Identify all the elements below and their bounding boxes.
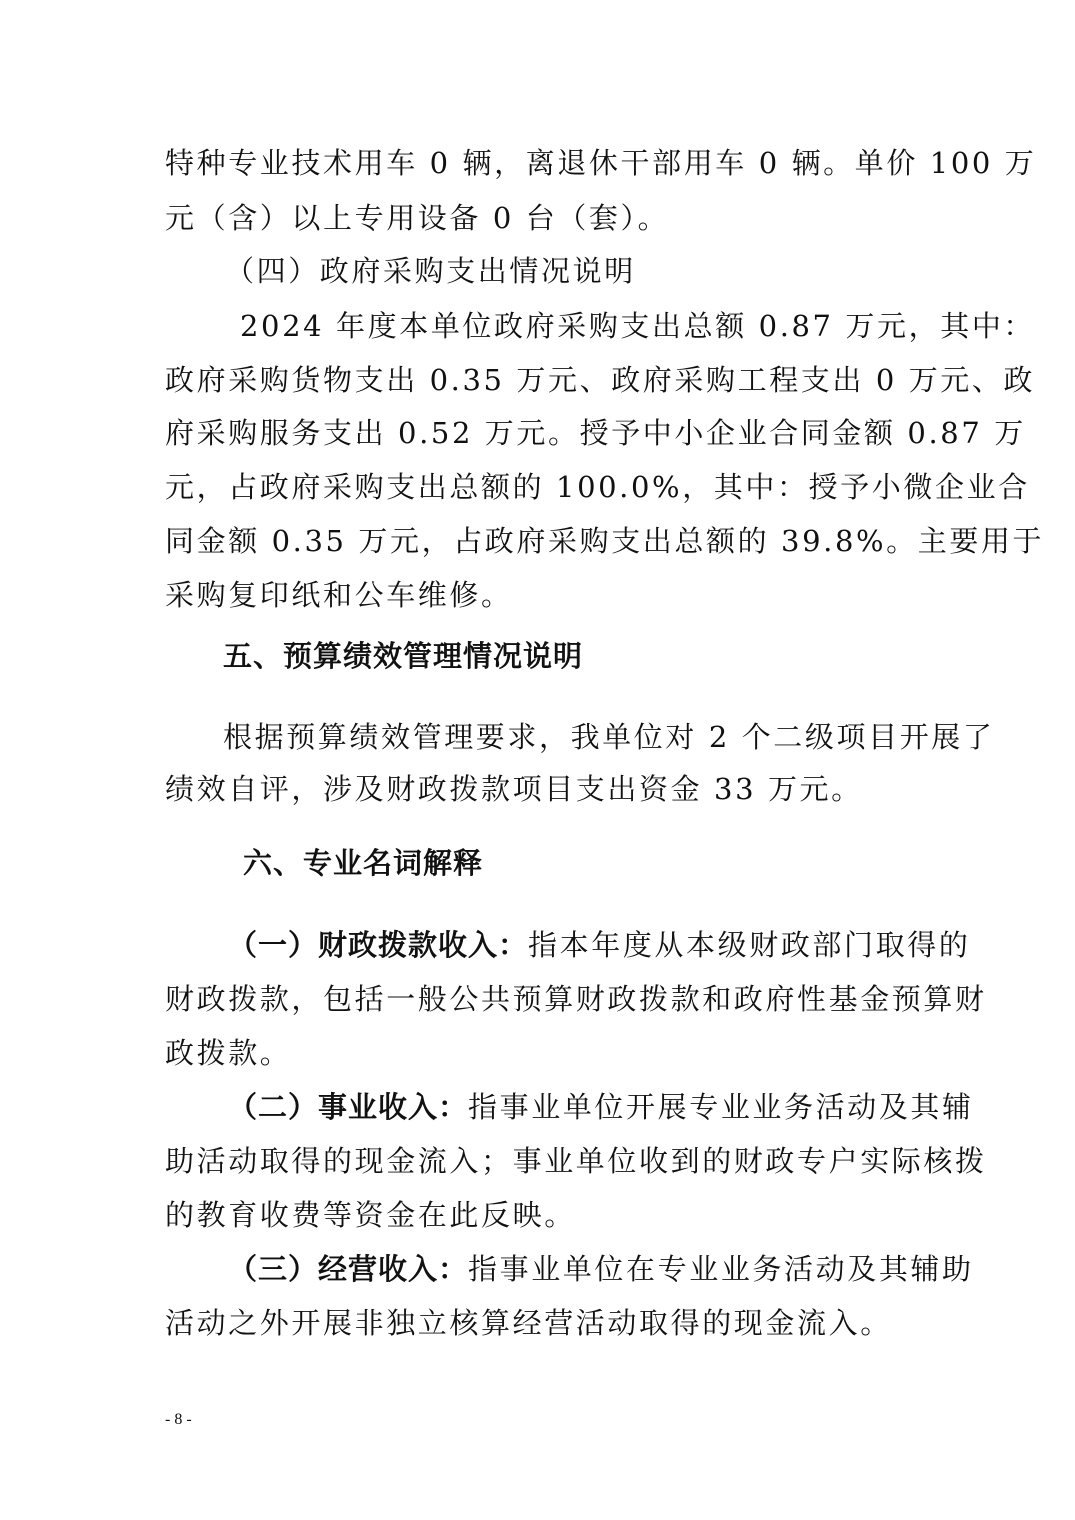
section-5-heading: 五、预算绩效管理情况说明 [223,639,584,673]
term-3-line-1 [228,1249,974,1289]
term-3-line-2: 活动之外开展非独立核算经营活动取得的现金流入。 [165,1306,892,1340]
term-2-line-2: 助活动取得的现金流入；事业单位收到的财政专户实际核拨 [165,1144,987,1178]
page-number: - 8 - [165,1411,192,1428]
vehicles-line-2: 元（含）以上专用设备 0 台（套）。 [165,201,670,235]
performance-line-2: 绩效自评，涉及财政拨款项目支出资金 33 万元。 [165,772,863,806]
procurement-line-1: 2024 年度本单位政府采购支出总额 0.87 万元，其中： [240,309,1036,343]
procurement-line-6: 采购复印纸和公车维修。 [165,578,513,612]
vehicles-line-1: 特种专业技术用车 0 辆，离退休干部用车 0 辆。单价 100 万 [165,146,1037,180]
procurement-line-4: 元，占政府采购支出总额的 100.0%，其中：授予小微企业合 [165,470,1030,504]
procurement-line-2: 政府采购货物支出 0.35 万元、政府采购工程支出 0 万元、政 [165,363,1036,397]
term-3-label: （三）经营收入： [228,1252,469,1286]
procurement-line-5: 同金额 0.35 万元，占政府采购支出总额的 39.8%。主要用于 [165,524,1045,558]
section-6-heading: 六、专业名词解释 [243,846,484,880]
performance-line-1: 根据预算绩效管理要求，我单位对 2 个二级项目开展了 [223,720,995,754]
term-3-line-1-text: 指事业单位在专业业务活动及其辅助 [468,1252,974,1286]
term-2-line-1 [228,1087,974,1127]
term-1-line-2: 财政拨款，包括一般公共预算财政拨款和政府性基金预算财 [165,982,987,1016]
term-1-line-3: 政拨款。 [165,1036,292,1070]
term-2-line-1-text: 指事业单位开展专业业务活动及其辅 [468,1090,974,1124]
procurement-line-3: 府采购服务支出 0.52 万元。授予中小企业合同金额 0.87 万 [165,416,1026,450]
term-2-label: （二）事业收入： [228,1090,469,1124]
procurement-subheading: （四）政府采购支出情况说明 [225,254,636,288]
term-1-label: （一）财政拨款收入： [228,928,529,962]
term-1-line-1-text: 指本年度从本级财政部门取得的 [528,928,971,962]
term-1-line-1 [228,925,970,965]
term-2-line-3: 的教育收费等资金在此反映。 [165,1198,576,1232]
